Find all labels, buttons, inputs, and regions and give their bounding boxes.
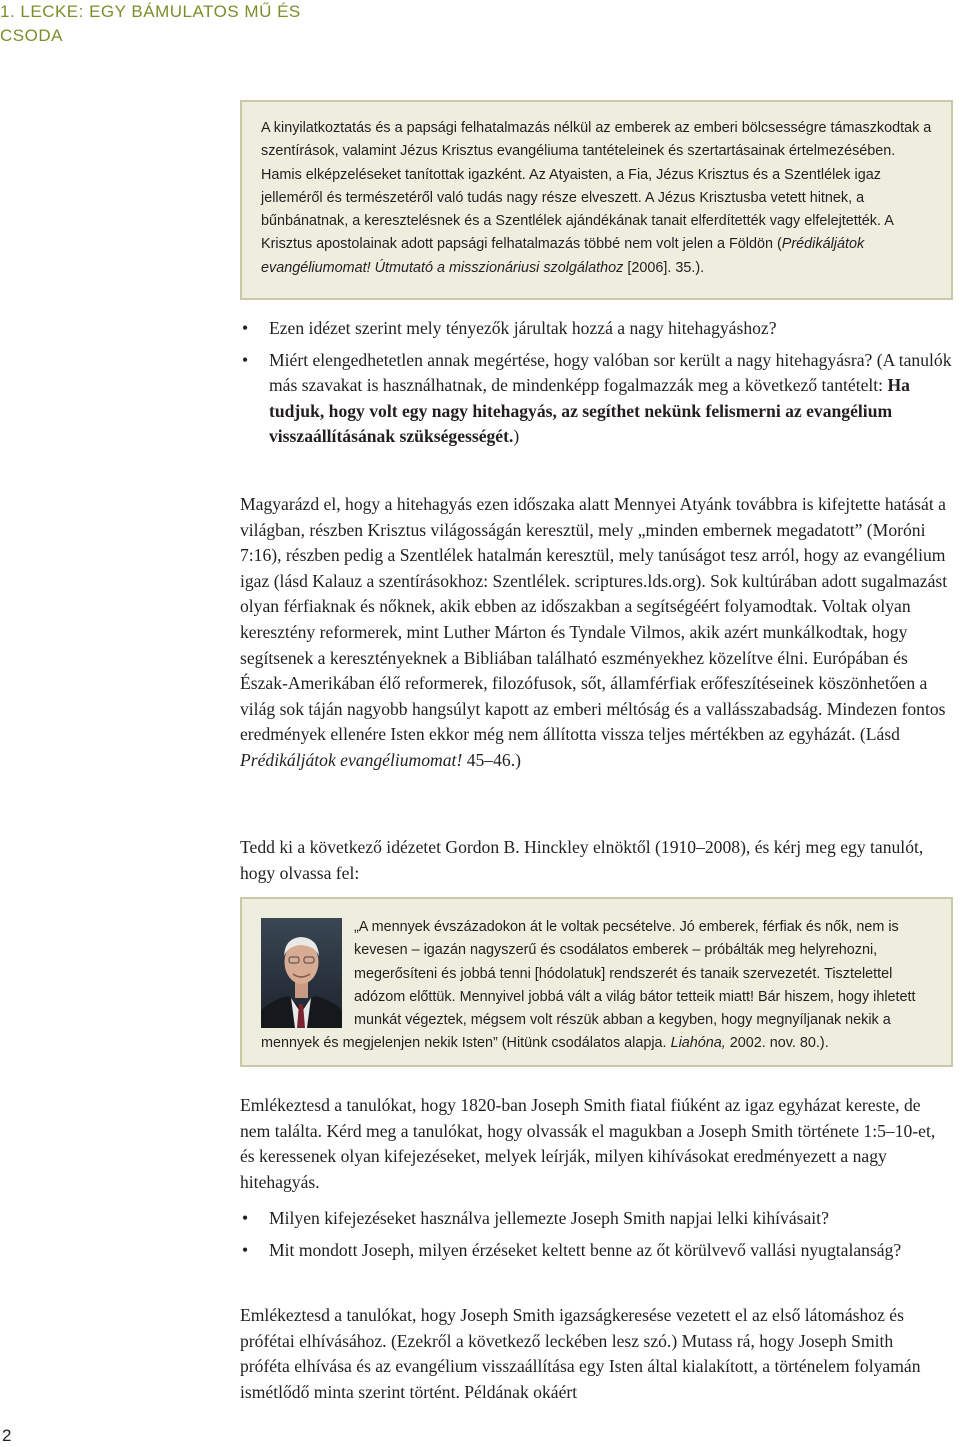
doctrine-statement: Ha tudjuk, hogy volt egy nagy hitehagyás, az segíthet nekünk felismerni az evangélium visszaállításának szükségességét. [269,375,910,447]
list-item: • Milyen kifejezéseket használva jellemezte Joseph Smith napjai lelki kihívásait? [240,1206,940,1232]
paragraph-quote-intro [240,835,956,886]
quote-text [261,117,933,280]
question-list-2 [240,1206,940,1263]
list-item: • Ezen idézet szerint mely tényezők járultak hozzá a nagy hitehagyáshoz? [240,316,958,342]
list-item-text: Miért elengedhetetlen annak megértése, hogy valóban sor került a nagy hitehagyásra? (A tanulók más szavakat is használhatnak, de mindenképp fogalmazzák meg a következő tantételt: [269,349,952,396]
quote-text-main: „A mennyek évszázadokon át le voltak pecsételve. Jó emberek, férfiak és nők, nem is kevesen – igazán nagyszerű és csodálatos emberek – próbálták meg helyrehozni, megerősíteni és jobbá tenni [hódolatuk] rendszerét és tanaik szervezetét. Tisztelettel adózom előttük. Mennyivel jobbá vált a világ bátor tetteik miatt! Bár hiszem, hogy ihletett munkát végeztek, mégsem volt részük abban a kegyben, hogy megnyíljanak nekik a mennyek és megjelenjen nekik Isten” (Hitünk csodálatos alapja. [261,919,916,1052]
reference-title: Prédikáljátok evangéliumomat! [240,749,463,770]
quote-citation-title: Liahóna, [670,1035,726,1052]
list-item-close: ) [513,426,520,447]
quote-citation-tail: [2006]. 35.). [623,259,705,276]
quote-text-main: A kinyilatkoztatás és a papsági felhatalmazás nélkül az emberek az emberi bölcsességre támaszkodtak a szentírások, valamint Jézus Krisztus evangéliuma tantételeinek és szertartásainak értelmezésében. Hamis elképzeléseket tanítottak igazként. Az Atyaisten, a Fia, Jézus Krisztus és a Szentlélek igaz jelleméről és természetéről való tudás nagy része elveszett. A Jézus Krisztusba vetett hitnek, a bűnbánatnak, a keresztelésnek és a Szentlélek ajándékának tanait elferdítették vagy elfelejtették. A Krisztus apostolainak adott papsági felhatalmazás többé nem volt jelen a Földön ( [261,120,932,253]
page-number: 2 [2,1426,12,1445]
paragraph-joseph-smith [240,1093,940,1195]
quote-box-apostasy [240,100,953,300]
quote-box-hinckley [240,897,953,1067]
paragraph-reformers [240,492,956,774]
paragraph-text: Emlékeztesd a tanulókat, hogy Joseph Smith igazságkeresése vezetett el az első látomáshoz és prófétai elhívásához. (Ezekről a következő leckében lesz szó.) Mutass rá, hogy Joseph Smith próféta elhívása és az evangélium visszaállítása egy Isten által kialakított, a történelem folyamán ismétlődő minta szerint történt. Példának okáért [240,1305,921,1402]
quote-citation-tail: 2002. nov. 80.). [725,1035,829,1052]
paragraph-first-vision [240,1303,940,1405]
question-list-1 [240,316,958,450]
paragraph-text: Emlékeztesd a tanulókat, hogy 1820-ban Joseph Smith fiatal fiúként az igaz egyházat kereste, de nem találta. Kérd meg a tanulókat, hogy olvassák el magukban a Joseph Smith története 1:5–10-et, és keressenek olyan kifejezéseket, melyek leírják, milyen kihívásokat eredményezett a nagy hitehagyás. [240,1095,936,1192]
list-item: • Mit mondott Joseph, milyen érzéseket keltett benne az őt körülvevő vallási nyugtalanság? [240,1238,940,1264]
list-item [240,348,958,450]
portrait-photo-icon [261,918,342,1028]
quote-citation-title: Prédikáljátok evangéliumomat! Útmutató a misszionáriusi szolgálathoz [261,236,865,276]
lesson-header: 1. LECKE: EGY BÁMULATOS MŰ ÉS CSODA [0,2,301,45]
paragraph-text: Tedd ki a következő idézetet Gordon B. Hinckley elnöktől (1910–2008), és kérj meg egy tanulót, hogy olvassa fel: [240,837,924,883]
reference-pages: 45–46.) [462,749,521,770]
paragraph-text: Magyarázd el, hogy a hitehagyás ezen időszaka alatt Mennyei Atyánk továbbra is kifejtette hatását a világban, részben Krisztus világosságán keresztül, mely „minden embernek megadatott” (Moróni 7:16), részben pedig a Szentlélek hatalmán keresztül, mely tanúságot tesz arról, hogy az evangélium igaz (lásd Kalauz a szentírásokhoz: Szentlélek. scriptures.lds.org). Sok kultúrában adott sugalmazást olyan férfiaknak és nőknek, akik ebben az időszakban a segítségéért folyamodtak. Voltak olyan keresztény reformerek, mint Luther Márton és Tyndale Vilmos, akik azért munkálkodtak, hogy segítsenek a keresztényeknek a Bibliában található eszményekhez közelítve élni. Európában és Észak-Amerikában élő reformerek, filozófusok, sőt, államférfiak erőfeszítéseinek köszönhetően a világ sok táján nagyobb hangsúlyt kapott az emberi méltóság és a vallásszabadság. Mindezen fontos eredmények ellenére Isten ekkor még nem állította vissza teljes mértékben az egyházát. (Lásd [240,494,948,745]
